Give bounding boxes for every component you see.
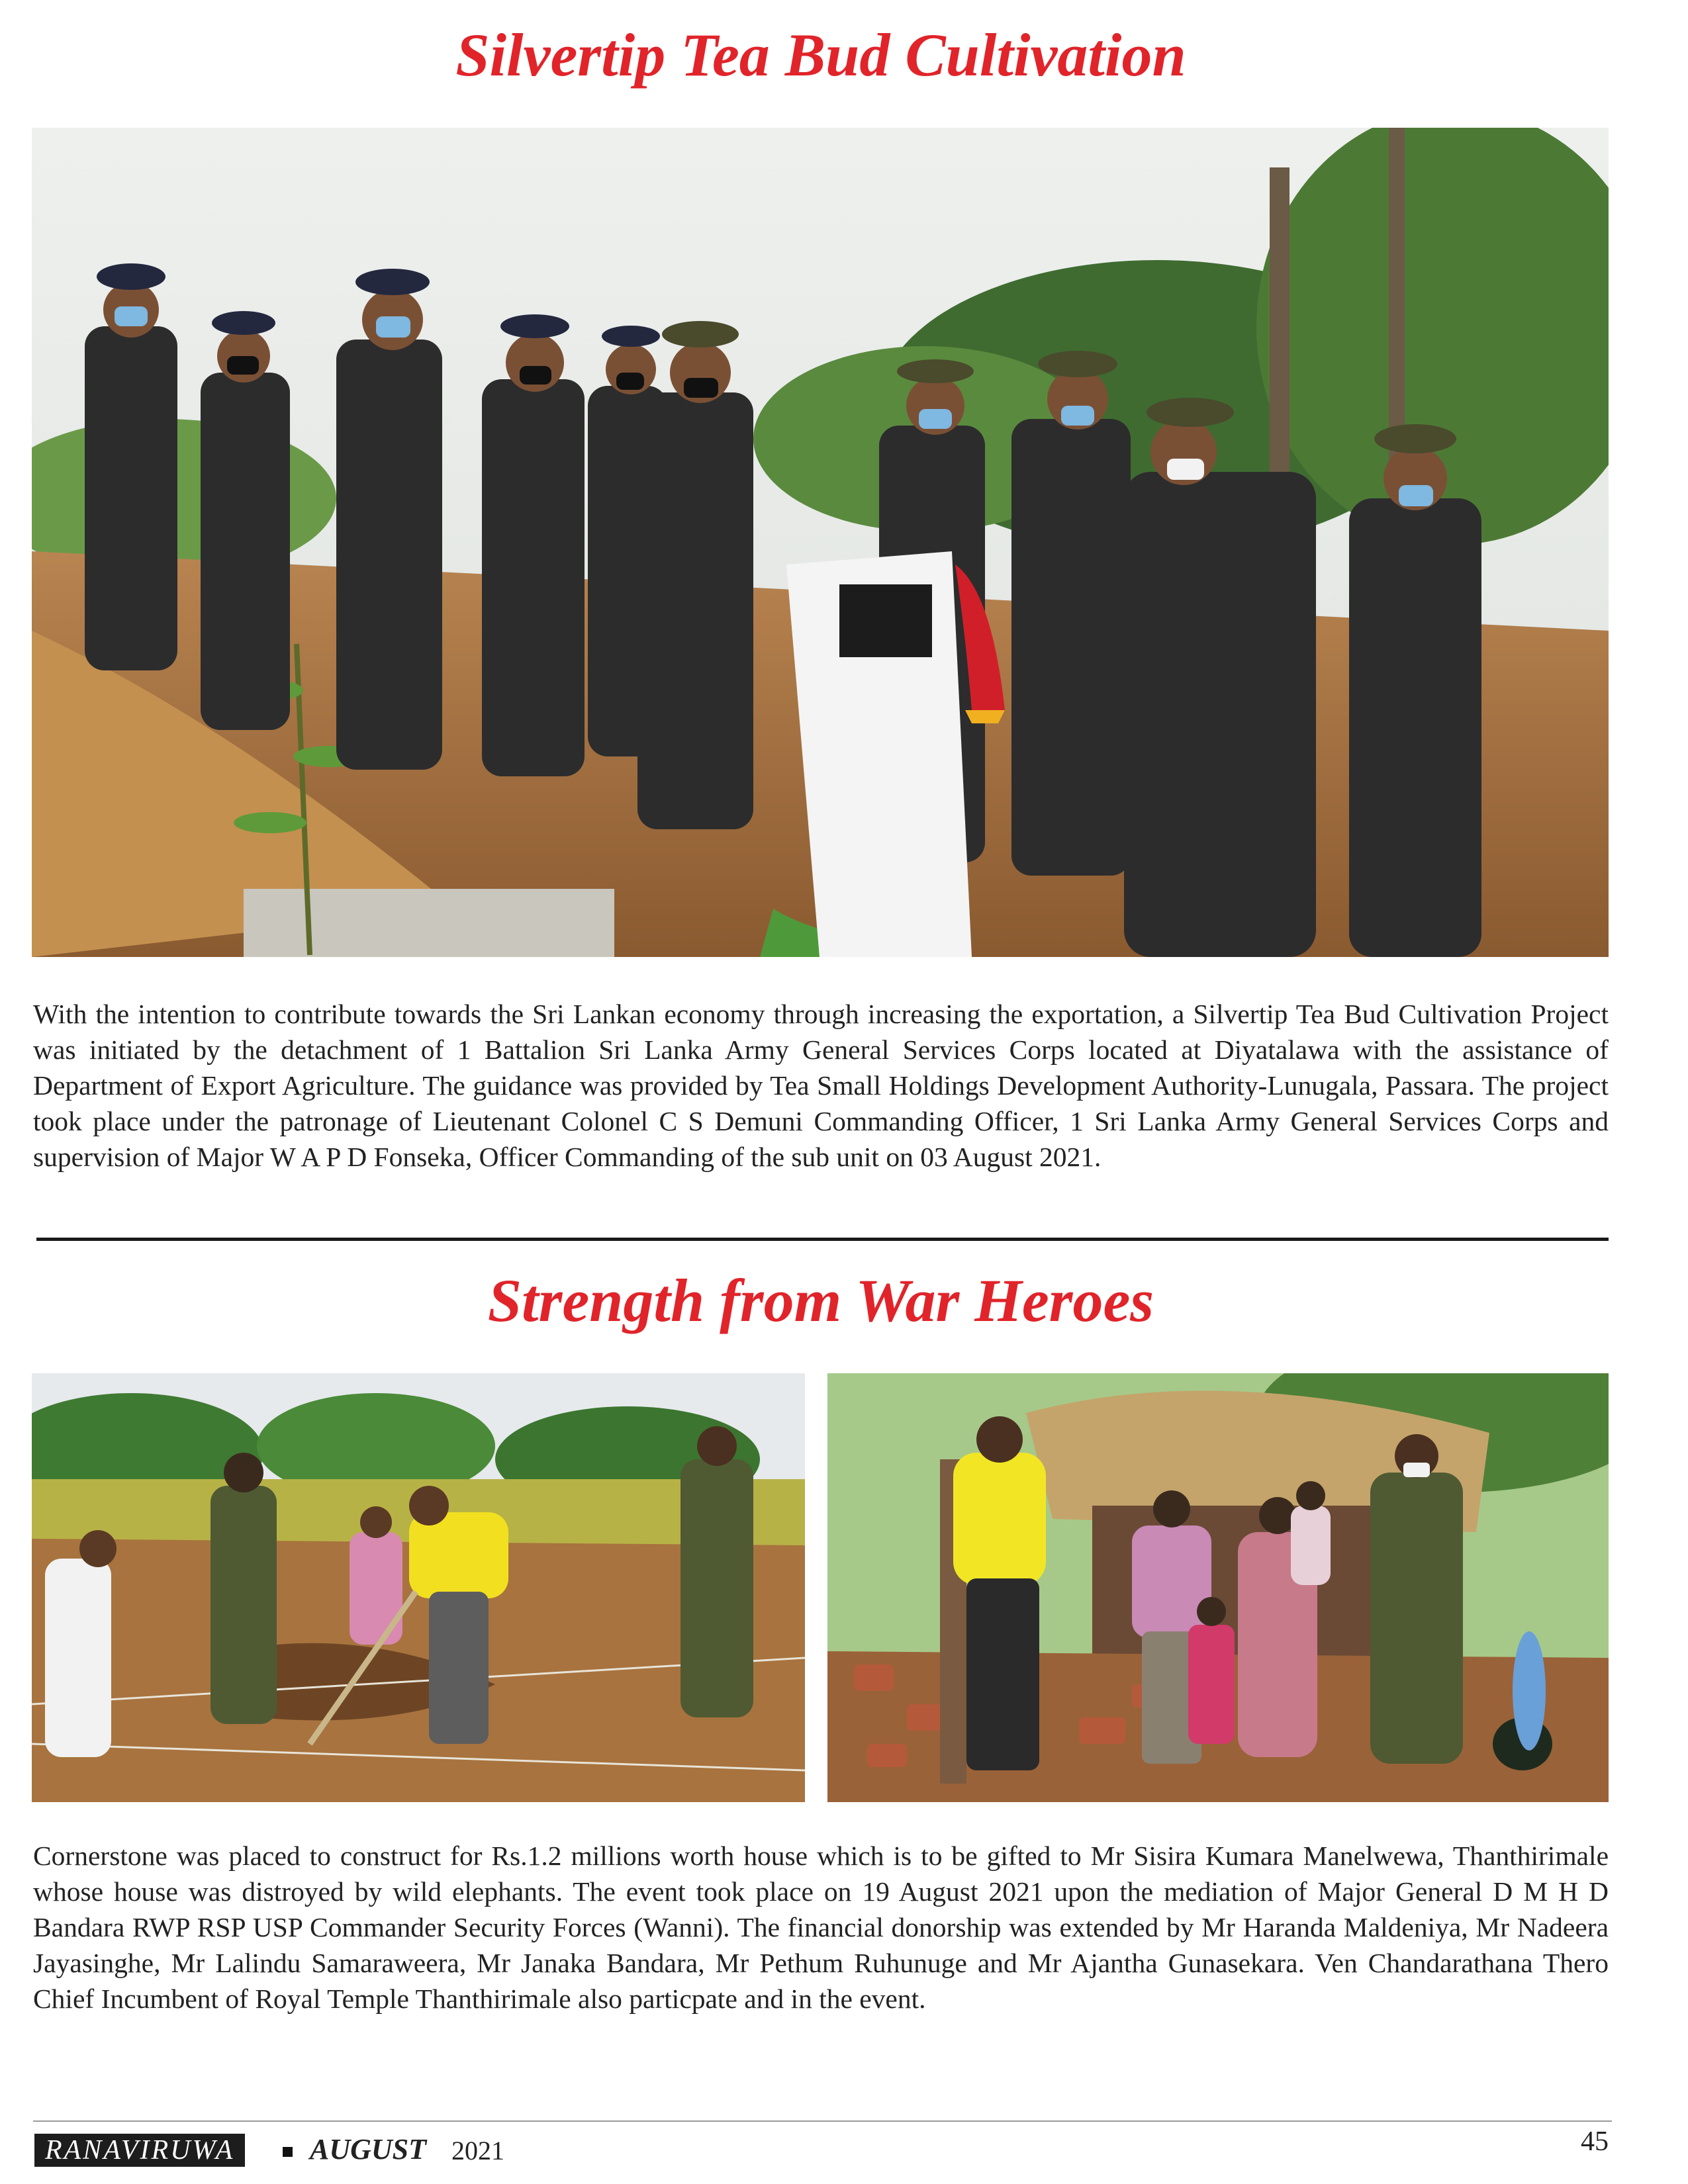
footer-divider xyxy=(33,2120,1612,2122)
article-title-war-heroes: Strength from War Heroes xyxy=(487,1267,1154,1334)
section-divider xyxy=(36,1238,1609,1241)
soldier-plaque-ceremony-photo xyxy=(32,128,1609,957)
page-number: 45 xyxy=(1581,2126,1609,2157)
article-body-war-heroes: Cornerstone was placed to construct for Rs.1.2 millions worth house which is to be gifted to Mr Sisira Kumara Manelwewa, Thanthirimale whose house was distroyed by wild elephants. The event took place on 19 August 2021 upon the mediation of Major General D M H D Bandara RWP RSP USP Commander Security Forces (Wanni). The financial donorship was extended by Mr Haranda Maldeniya, Mr Nadeera Jayasinghe, Mr Lalindu Samaraweera, Mr Janaka Bandara, Mr Pethum Ruhunuge and Mr Ajantha Gunasekara. Ven Chandarathana Thero Chief Incumbent of Royal Temple Thanthirimale also particpate and in the event. xyxy=(33,1841,1609,2014)
article-title-silvertip: Silvertip Tea Bud Cultivation xyxy=(455,21,1186,89)
family-with-soldier-photo xyxy=(827,1373,1609,1802)
square-bullet-icon xyxy=(283,2147,293,2157)
issue-year: 2021 xyxy=(451,2136,504,2165)
cornerstone-digging-photo xyxy=(32,1373,805,1802)
magazine-name: RANAVIRUWA xyxy=(34,2134,245,2167)
issue-month: AUGUST xyxy=(310,2133,427,2165)
article-body-silvertip: With the intention to contribute towards the Sri Lankan economy through increasing the exportation, a Silvertip Tea Bud Cultivation Project was initiated by the detachment of 1 Battalion Sri Lanka Army General Services Corps located at Diyatalawa with the assistance of Department of Export Agriculture. The guidance was provided by Tea Small Holdings Development Authority-Lunugala, Passara. The project took place under the patronage of Lieutenant Colonel C S Demuni Commanding Officer, 1 Sri Lanka Army General Services Corps and supervision of Major W A P D Fonseka, Officer Commanding of the sub unit on 03 August 2021. xyxy=(33,999,1609,1172)
